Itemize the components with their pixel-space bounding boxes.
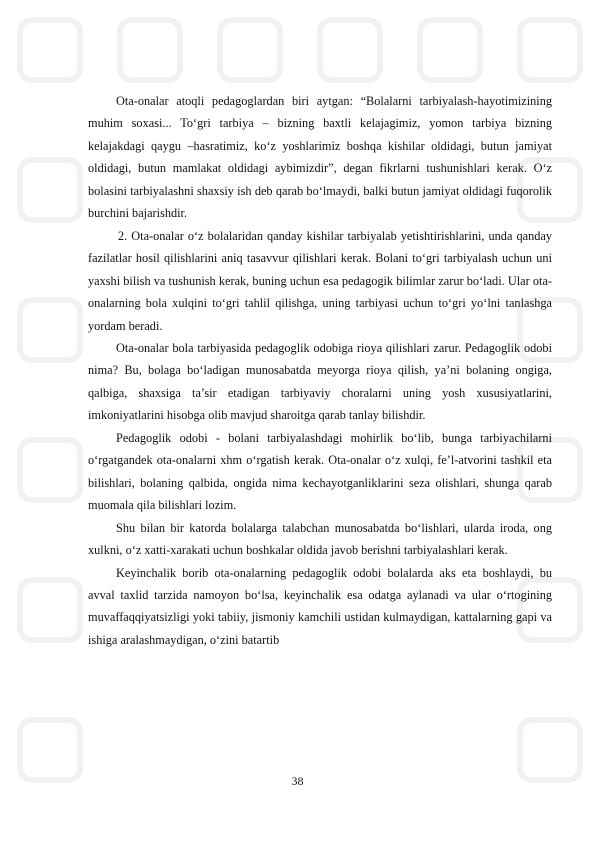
page-number: 38	[291, 774, 304, 788]
paragraph-1: Ota-onalar atoqli pedagoglardan biri aytgan: “Bolalarni tarbiyalash-hayotimizining muhim soxasi... To‘gri tarbiya – bizning baxtli kelajagimiz, yomon tarbiya bizning kelajakdagi qaygu –hasratimiz, ko‘z yoshlarimiz boshqa kishilar oldidagi, butun jamiyat oldidagi, butun mamlakat oldidagi aybimizdir”, degan fikrlarni tushunishlari kerak. O‘z bolasini tarbiyalashni shaxsiy ish deb qarab bo‘lmaydi, balki butun jamiyat oldidagi fuqorolik burchini bajarishdir.	[88, 94, 552, 221]
paragraph-6: Keyinchalik borib ota-onalarning pedagoglik odobi bolalarda aks eta boshlaydi, bu avval taxlid tarzida namoyon bo‘lsa, keyinchalik esa odatga aylanadi va ular o‘rtogining muvaffaqqiyatsizligi yoki tabiiy, jismoniy kamchili ustidan kulmaydigan, kattalarning gapi va ishiga aralashmaydigan, o‘zini batartib	[88, 565, 552, 647]
paragraph-3: Ota-onalar bola tarbiyasida pedagoglik odobiga rioya qilishlari zarur. Pedagoglik odobi nima? Bu, bolaga bo‘ladigan munosabatda meyorga rioya qilish, ya’ni bolaning ongiga, qalbiga, shaxsiga ta’sir etadigan tarbiyaviy choralarni uning yosh xususiyatlarini, imkoniyatlarini hisobga olib mavjud sharoitga qarab tanlay bilishdir.	[88, 340, 552, 423]
paragraph-4: Pedagoglik odobi - bolani tarbiyalashdagi mohirlik bo‘lib, bunga tarbiyachilarni o‘rgatgandek ota-onalarni xhm o‘rgatish kerak. Ota-onalar o‘z xulqi, fe’l-atvorini tashkil eta bilishlari, bolaning qalbida, ongida nima kechayotganliklarini seza olishlari, shunga qarab muomala qila bilishlari lozim.	[88, 430, 552, 513]
document-page	[88, 90, 552, 651]
paragraph-5: Shu bilan bir katorda bolalarga talabchan munosabatda bo‘lishlari, ularda iroda, ong xulkni, o‘z xatti-xarakati uchun boshkalar oldida javob berishni tarbiyalashlari kerak.	[88, 520, 552, 558]
paragraph-2-numbered: 2. Ota-onalar o‘z bolalaridan qanday kishilar tarbiyalab yetishtirishlarini, unda qanday fazilatlar hosil qilishlarini aniq tasavvur qilishlari kerak. Bolani to‘gri tarbiyalash uchun uni yaxshi bilish va tushunish kerak, buning uchun esa pedagogik bilimlar zarur bo‘ladi. Ular ota-onalarning bola xulqini to‘gri tahlil qilishga, uning tarbiyasi uchun to‘gri yo‘lni tanlashga yordam beradi.	[88, 228, 552, 333]
